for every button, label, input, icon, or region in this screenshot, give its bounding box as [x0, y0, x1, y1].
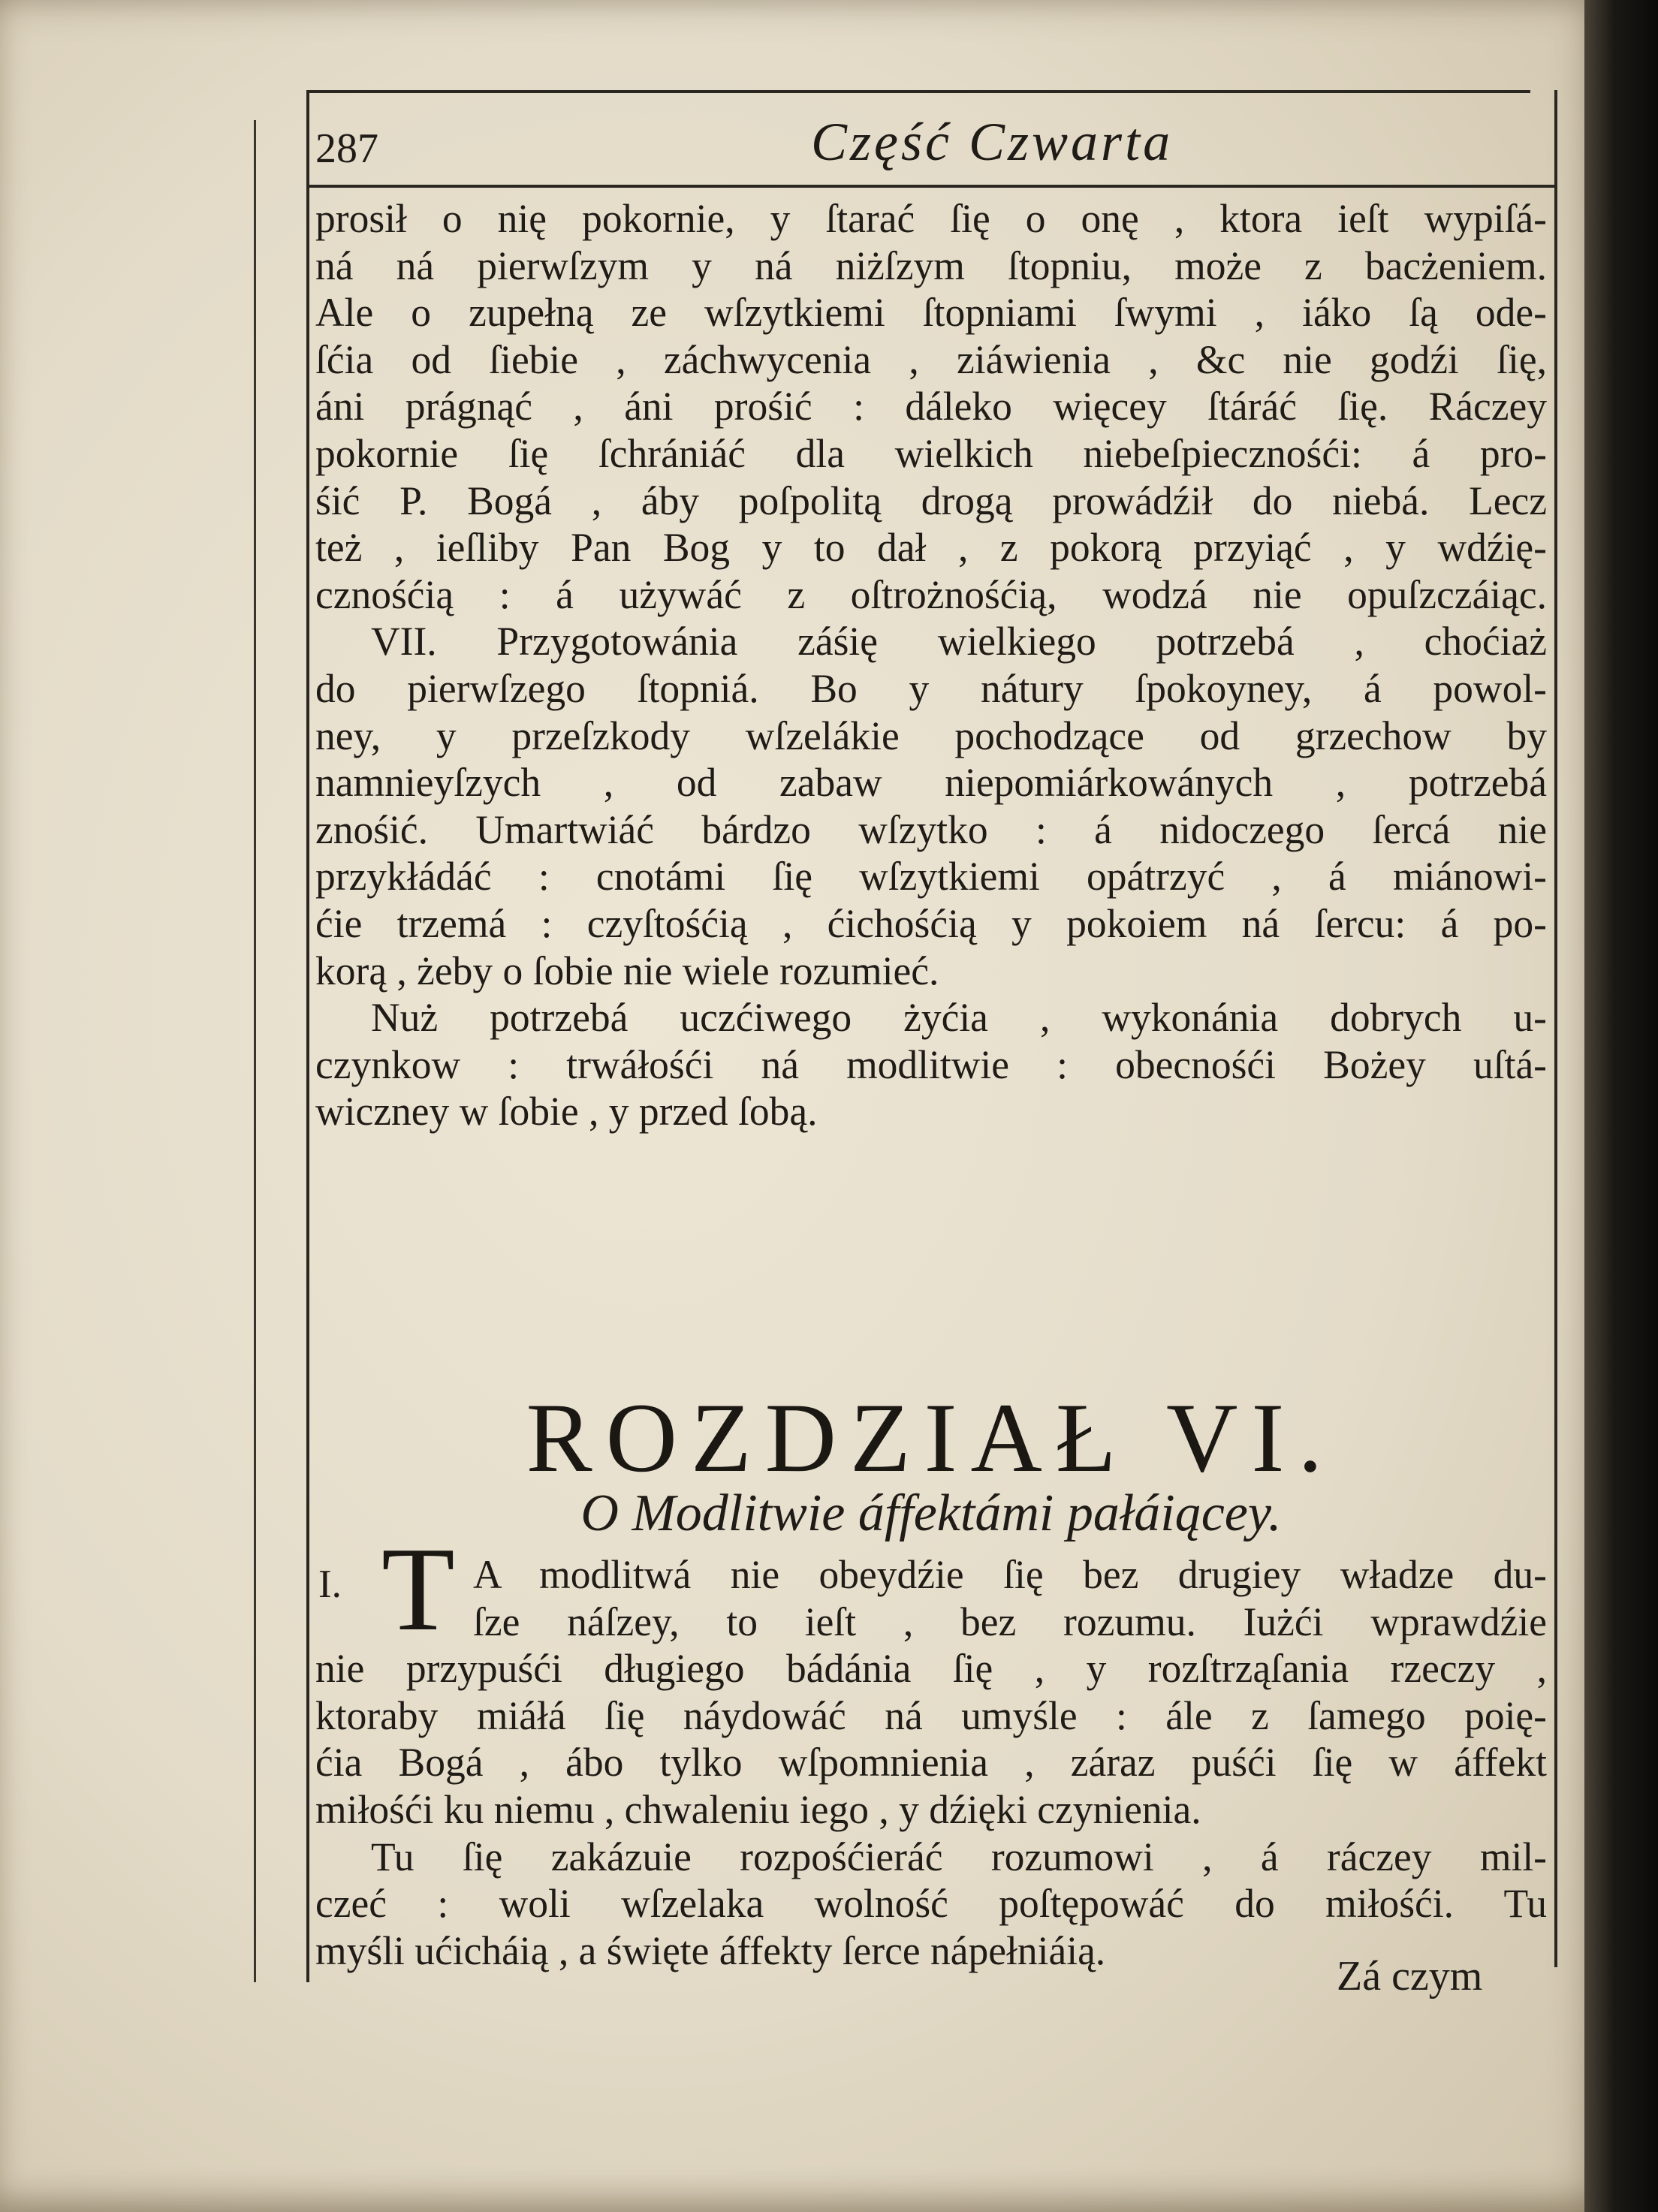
drop-cap: T [381, 1522, 455, 1656]
text-line: ſze náſzey, to ieſt , bez rozumu. Iużći wprawdźie [473, 1599, 1547, 1644]
text-line: wiczney w ſobie , y przed ſobą. [315, 1089, 818, 1135]
chapter-title: ROZDZIAŁ VI. [526, 1382, 1337, 1493]
left-rule [306, 90, 309, 1982]
text-line: prosił o nię pokornie, y ſtarać ſię o onę , ktora ieſt wypiſá- [315, 196, 1547, 241]
text-line: znośić. Umartwiáć bárdzo wſzytko : á nidoczego ſercá nie [315, 806, 1547, 852]
text-line: do pierwſzego ſtopniá. Bo y nátury ſpokoyney, á powol- [315, 665, 1547, 711]
text-line: czynkow : trwáłośći ná modlitwie : obecnośći Bożey uſtá- [315, 1041, 1547, 1087]
page-header [315, 104, 1547, 179]
text-line: też , ieſliby Pan Bog y to dał , z pokorą przyiąć , y wdźię- [315, 525, 1547, 571]
text-line: nie przypuśći długiego bádánia ſię , y rozſtrząſania rzeczy , [315, 1646, 1547, 1692]
text-line: miłośći ku niemu , chwaleniu iego , y dźięki czynienia. [315, 1786, 1201, 1832]
text-line: Tu ſię zakázuie rozpośćieráć rozumowi , á ráczey mil- [371, 1834, 1547, 1879]
right-rule [1554, 90, 1557, 1967]
text-line: śić P. Bogá , áby poſpolitą drogą prowádźił do niebá. Lecz [315, 478, 1547, 523]
text-line: ná ná pierwſzym y ná niżſzym ſtopniu, może z bacżeniem. [315, 243, 1547, 288]
text-line: korą , żeby o ſobie nie wiele rozumieć. [315, 948, 939, 993]
header-rule [306, 185, 1557, 188]
text-line: ſćia od ſiebie , záchwycenia , ziáwienia , &c nie godźi ſię, [315, 336, 1547, 382]
text-line: myśli ućicháią , a święte áffekty ſerce nápełniáią. [315, 1927, 1106, 1973]
catchword: Zá czym [1337, 1953, 1483, 2000]
section-number: I. [318, 1563, 342, 1606]
text-line: Nuż potrzebá uczćiwego żyćia , wykonánia dobrych u- [371, 995, 1547, 1041]
text-line: áni prágnąć , áni prośić : dáleko więcey ſtáráć ſię. Ráczey [315, 384, 1547, 429]
body-text [315, 195, 1547, 1135]
text-line: ćia Bogá , ábo tylko wſpomnienia , záraz puśći ſię w áffekt [315, 1740, 1547, 1786]
text-line: ktoraby miáłá ſię náydowáć ná umyśle : ále z ſamego poię- [315, 1692, 1547, 1738]
text-line: czeć : woli wſzelaka wolność poſtępowáć do miłośći. Tu [315, 1881, 1547, 1927]
text-line: cznośćią : á używáć z oſtrożnośćią, wodzá nie opuſzczáiąc. [315, 571, 1547, 617]
text-line: ney, y przeſzkody wſzelákie pochodzące od grzechow by [315, 713, 1547, 758]
page-number: 287 [315, 125, 378, 172]
chapter-subtitle: O Modlitwie áffektámi pałáiącey. [580, 1484, 1282, 1542]
text-line: ćie trzemá : czyſtośćią , ćichośćią y pokoiem ná ſercu: á po- [315, 900, 1547, 946]
running-head: Część Czwarta [811, 112, 1174, 172]
text-line: pokornie ſię ſchrániáć dla wielkich niebeſpiecznośći: á pro- [315, 430, 1547, 476]
text-line: przykłádáć : cnotámi ſię wſzytkiemi opátrzyć , á miánowi- [315, 854, 1547, 900]
outer-margin-rule [254, 120, 256, 1982]
text-line: VII. Przygotowánia záśię wielkiego potrzebá , choćiaż [371, 619, 1547, 665]
text-frame [306, 90, 1557, 1982]
book-spine [1584, 0, 1658, 2212]
top-rule [306, 90, 1530, 93]
text-line: A modlitwá nie obeydźie ſię bez drugiey władze du- [473, 1552, 1547, 1597]
text-line: namnieyſzych , od zabaw niepomiárkowánych , potrzebá [315, 760, 1547, 806]
text-line: Ale o zupełną ze wſzytkiemi ſtopniami ſwymi , iáko ſą ode- [315, 290, 1547, 336]
section-text [315, 1551, 1547, 1974]
